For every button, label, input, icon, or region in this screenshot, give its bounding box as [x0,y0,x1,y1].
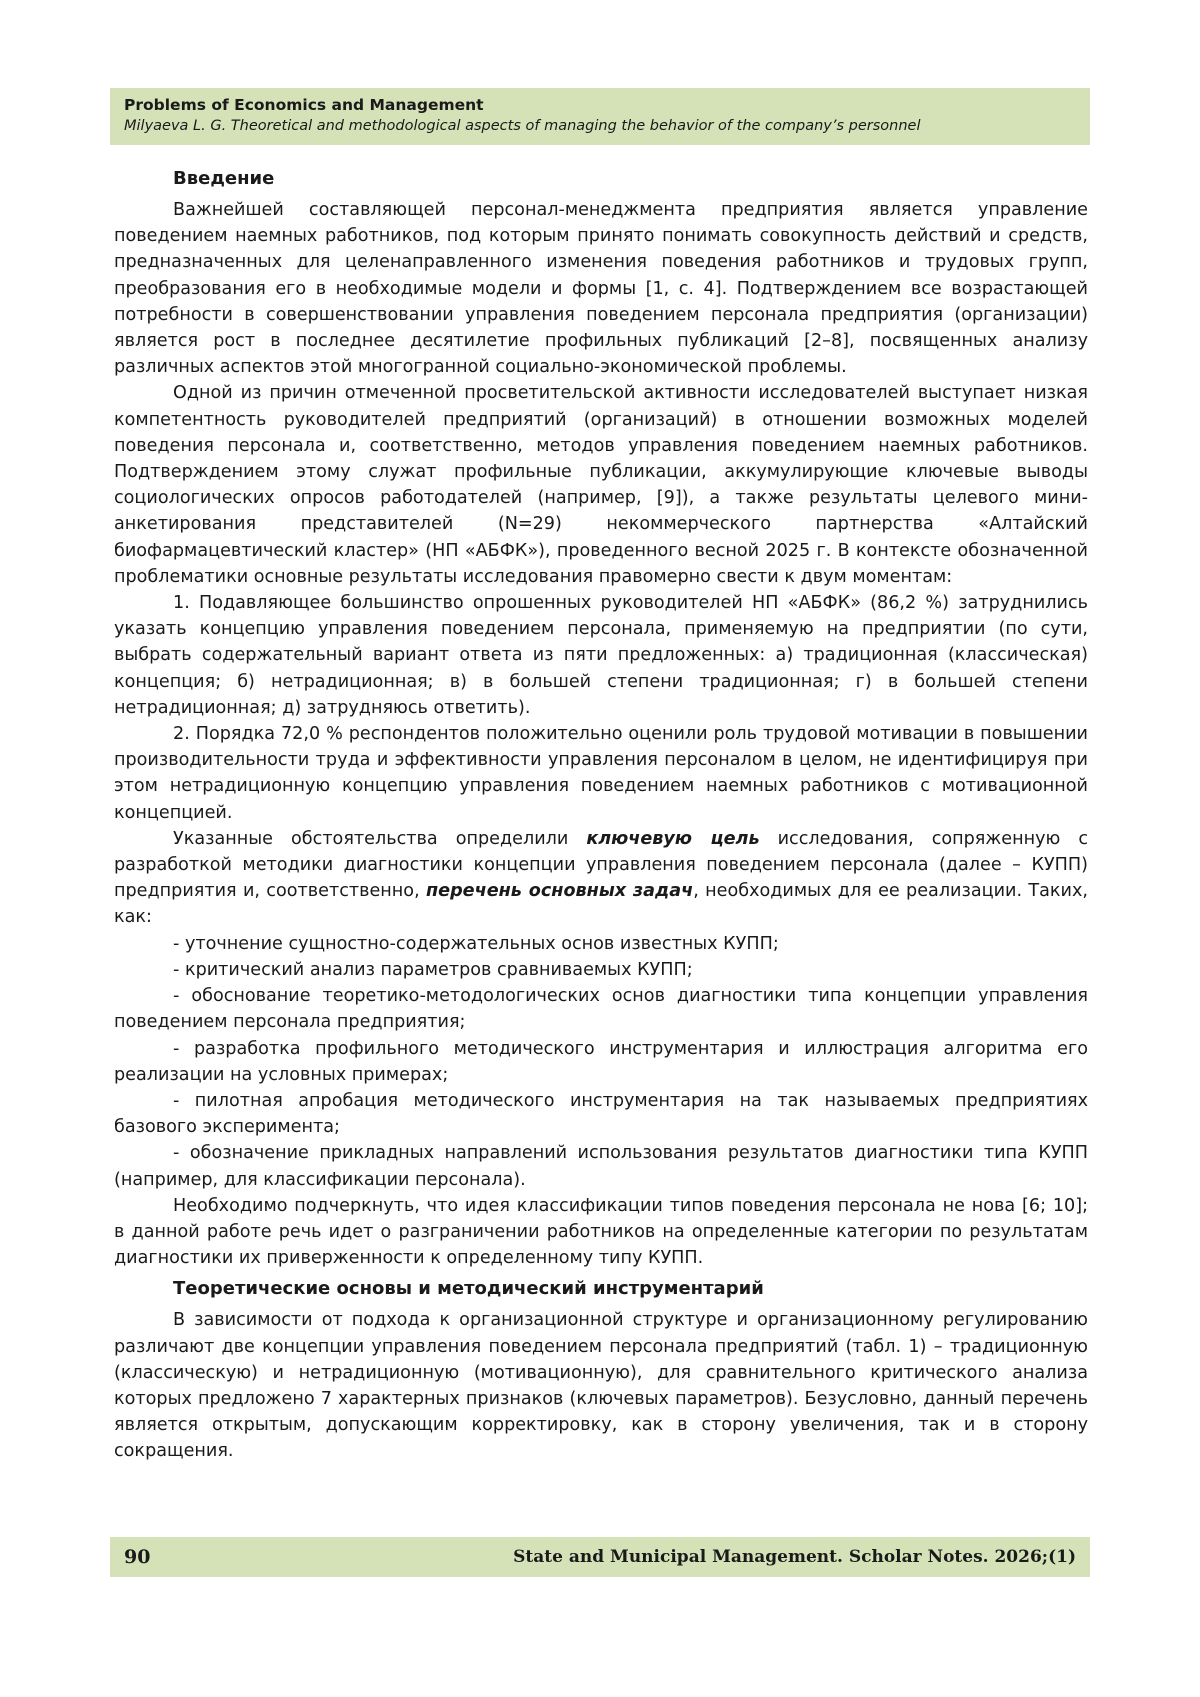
journal-title: Problems of Economics and Management [124,96,484,114]
paragraph: Важнейшей составляющей персонал-менеджмента предприятия является управление поведением наемных работников, под которым принято понимать совокупность действий и средств, предназначенных для целенаправленного изменения поведения работников и трудовых групп, преобразования его в необходимые модели и формы [1, с. 4]. Подтверждением все возрастающей потребности в совершенствовании управления поведением персонала предприятия (организации) является рост в последнее десятилетие профильных публикаций [2–8], посвященных анализу различных аспектов этой многогранной социально-экономической проблемы. [114,200,1088,378]
key-goal-emphasis: ключевую цель [586,828,760,849]
list-item: - обозначение прикладных направлений использования результатов диагностики типа КУПП (например, для классификации персонала). [114,1143,1088,1190]
text-run: , необходимых для ее реализации. Таких, как: [114,881,1088,928]
running-footer [110,1537,1090,1577]
list-item: - обоснование теоретико-методологических основ диагностики типа концепции управления поведением персонала предприятия; [114,986,1088,1033]
list-item: - пилотная апробация методического инструментария на так называемых предприятиях базового эксперимента; [114,1090,1088,1138]
journal-issue: State and Municipal Management. Scholar Notes. 2026;(1) [513,1547,1076,1567]
article-citation: Milyaeva L. G. Theoretical and methodological aspects of managing the behavior of the company’s personnel [124,118,921,134]
text-run: Указанные обстоятельства определили [173,828,587,849]
section-heading-theory: Теоретические основы и методический инструментарий [173,1278,764,1300]
list-item: - разработка профильного методического инструментария и иллюстрация алгоритма его реализации на условных примерах; [114,1038,1088,1085]
list-item: - уточнение сущностно-содержательных основ известных КУПП; [173,933,779,954]
paragraph: Одной из причин отмеченной просветительской активности исследователей выступает низкая компетентность руководителей предприятий (организаций) в отношении возможных моделей поведения персонала и, соответственно, методов управления поведением наемных работников. Подтверждением этому служат профильные публикации, аккумулирующие ключевые выводы социологических опросов работодателей (например, [9]), а также результаты целевого мини-анкетирования представителей (N=29) некоммерческого партнерства «Алтайский биофармацевтический кластер» (НП «АБФК»), проведенного весной 2025 г. В контексте обозначенной проблематики основные результаты исследования правомерно свести к двум моментам: [114,383,1088,587]
page-number: 90 [124,1546,151,1568]
paragraph-goal [114,826,1088,931]
article-body [114,165,1088,1465]
tasks-list-emphasis: перечень основных задач [426,881,694,902]
running-header [110,88,1090,145]
paragraph: 1. Подавляющее большинство опрошенных руководителей НП «АБФК» (86,2 %) затруднились указать концепцию управления поведением персонала, применяемую на предприятии (по сути, выбрать содержательный вариант ответа из пяти предложенных: а) традиционная (классическая) концепция; б) нетрадиционная; в) в большей степени традиционная; г) в большей степени нетрадиционная; д) затрудняюсь ответить). [114,593,1088,718]
list-item: - критический анализ параметров сравниваемых КУПП; [173,959,693,980]
section-heading-introduction: Введение [173,168,275,189]
paragraph: 2. Порядка 72,0 % респондентов положительно оценили роль трудовой мотивации в повышении производительности труда и эффективности управления персоналом в целом, не идентифицируя при этом нетрадиционную концепцию управления поведением наемных работников с мотивационной концепцией. [114,724,1088,823]
paragraph: В зависимости от подхода к организационной структуре и организационному регулированию различают две концепции управления поведением персонала предприятий (табл. 1) – традиционную (классическую) и нетрадиционную (мотивационную), для сравнительного критического анализа которых предложено 7 характерных признаков (ключевых параметров). Безусловно, данный перечень является открытым, допускающим корректировку, как в сторону увеличения, так и в сторону сокращения. [114,1310,1088,1462]
paragraph: Необходимо подчеркнуть, что идея классификации типов поведения персонала не нова [6; 10]; в данной работе речь идет о разграничении работников на определенные категории по результатам диагностики их приверженности к определенному типу КУПП. [114,1195,1088,1269]
text-run: исследования, сопряженную с разработкой методики диагностики концепции управления поведением персонала (далее – КУПП) предприятия и, соответственно, [114,828,1089,902]
